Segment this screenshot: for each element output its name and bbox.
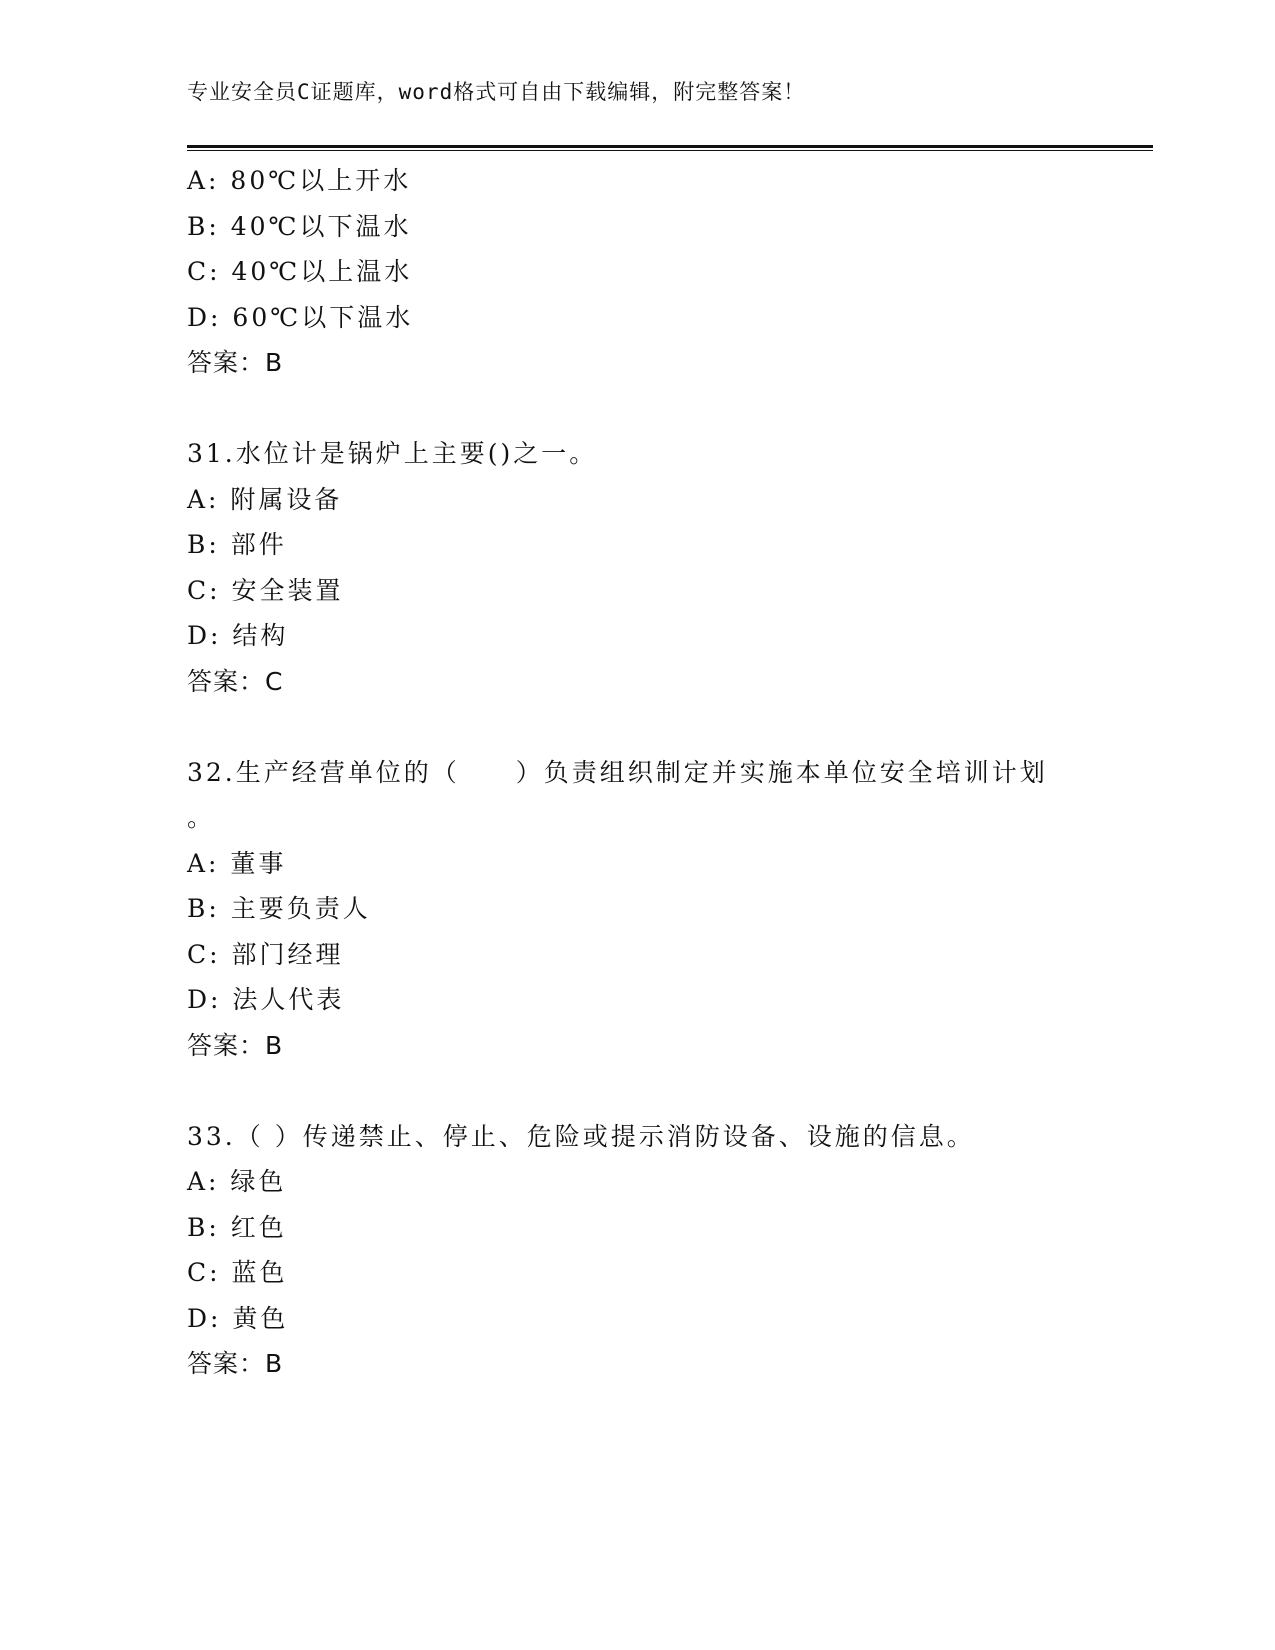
option-b: B: 40℃以下温水 bbox=[187, 211, 412, 241]
answer-label: 答案：B bbox=[187, 1030, 284, 1060]
option-a: A: 董事 bbox=[187, 848, 287, 878]
spacer bbox=[187, 386, 1087, 432]
spacer bbox=[187, 704, 1087, 750]
page-header: 专业安全员C证题库，word格式可自由下载编辑，附完整答案！ bbox=[187, 80, 806, 104]
header-rule-thin bbox=[187, 150, 1153, 151]
question-stem: 31.水位计是锅炉上主要()之一。 bbox=[187, 439, 598, 468]
option-c: C: 安全装置 bbox=[187, 575, 344, 605]
option-b: B: 主要负责人 bbox=[187, 894, 371, 923]
question-31 bbox=[187, 431, 1087, 704]
option-c: C: 部门经理 bbox=[187, 939, 344, 969]
option-b: B: 部件 bbox=[187, 530, 287, 559]
option-c: C: 蓝色 bbox=[187, 1258, 288, 1287]
option-a: A: 绿色 bbox=[187, 1167, 287, 1196]
question-stem-tail: 。 bbox=[187, 803, 213, 832]
option-d: D: 黄色 bbox=[187, 1303, 289, 1333]
option-d: D: 法人代表 bbox=[187, 985, 345, 1014]
option-a: A: 附属设备 bbox=[187, 484, 343, 514]
question-stem: 32.生产经营单位的（ ）负责组织制定并实施本单位安全培训计划 bbox=[187, 757, 1048, 787]
spacer bbox=[187, 1068, 1087, 1114]
answer-label: 答案：B bbox=[187, 1349, 284, 1378]
question-list bbox=[187, 158, 1087, 1387]
answer-label: 答案：C bbox=[187, 666, 284, 696]
option-a: A: 80℃以上开水 bbox=[187, 166, 412, 195]
question-33 bbox=[187, 1114, 1087, 1387]
option-b: B: 红色 bbox=[187, 1212, 287, 1242]
option-d: D: 结构 bbox=[187, 621, 289, 650]
option-c: C: 40℃以上温水 bbox=[187, 257, 413, 286]
question-stem: 33.（ ）传递禁止、停止、危险或提示消防设备、设施的信息。 bbox=[187, 1121, 975, 1151]
answer-label: 答案：B bbox=[187, 348, 284, 377]
option-d: D: 60℃以下温水 bbox=[187, 302, 414, 332]
header-rule-thick bbox=[187, 145, 1153, 148]
question-30-partial bbox=[187, 158, 1087, 386]
question-32 bbox=[187, 750, 1087, 1069]
